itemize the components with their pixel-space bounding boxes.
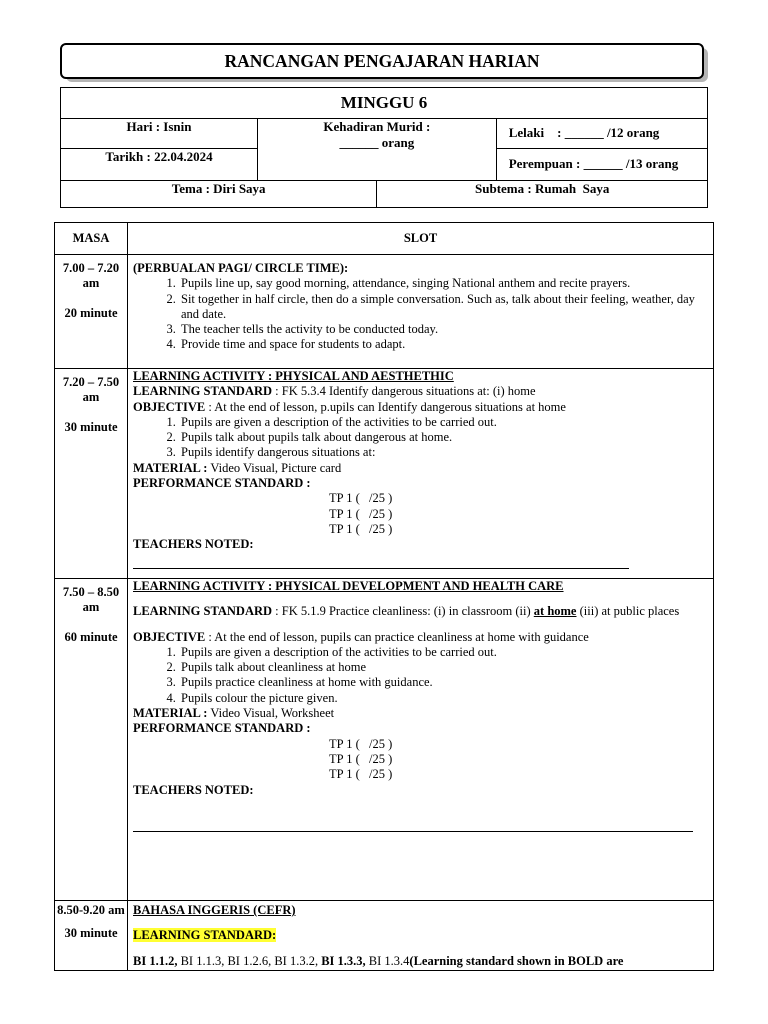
slot3-time: 7.50 – 8.50 am — [62, 585, 120, 615]
list-item: 3. Pupils practice cleanliness at home with guidance. — [179, 675, 708, 690]
tp-label: TP 1 ( — [329, 751, 360, 766]
list-item: 2. Pupils talk about pupils talk about dangerous at home. — [179, 430, 708, 445]
material-text: Video Visual, Picture card — [207, 460, 342, 475]
slot1-list — [133, 276, 708, 352]
slot2-time: 7.20 – 7.50 am — [62, 375, 120, 405]
bi-note: (Learning standard shown in BOLD are — [409, 953, 624, 968]
slot2-duration: 30 minute — [64, 419, 118, 434]
slot4-time: 8.50-9.20 am — [57, 903, 125, 917]
slot2-standard — [133, 384, 708, 399]
slot2-objective — [133, 400, 708, 415]
col-masa-header: MASA — [55, 223, 128, 255]
standard-text: : FK 5.1.9 Practice cleanliness: (i) in classroom (ii) — [272, 604, 534, 619]
standard-label: LEARNING STANDARD — [133, 604, 273, 619]
list-item: 3. The teacher tells the activity to be conducted today. — [179, 322, 708, 337]
date-cell — [61, 149, 258, 181]
day-cell — [61, 119, 258, 149]
date-label: Tarikh : 22.04.2024 — [105, 149, 213, 164]
attendance-label: Kehadiran Murid : — [323, 119, 431, 134]
list-item: 3. Pupils identify dangerous situations at: — [179, 445, 708, 460]
bi-code: BI 1.3.3, — [321, 953, 366, 968]
tp-label: TP 1 ( — [329, 506, 360, 521]
tp-row — [133, 767, 708, 782]
slot3-activity: LEARNING ACTIVITY : PHYSICAL DEVELOPMENT AND HEALTH CARE — [133, 579, 564, 593]
material-label: MATERIAL : — [133, 460, 208, 475]
objective-text: : At the end of lesson, pupils can practice cleanliness at home with guidance — [205, 629, 589, 644]
theme-cell — [61, 181, 377, 208]
slot2-teachers-noted: TEACHERS NOTED: — [133, 537, 254, 552]
slot4-duration: 30 minute — [64, 926, 118, 941]
tp-row — [133, 737, 708, 752]
col-slot-header: SLOT — [128, 223, 714, 255]
slot3-list — [133, 645, 708, 706]
notes-line — [133, 553, 629, 569]
objective-text: : At the end of lesson, p.upils can Identify dangerous situations at home — [205, 399, 566, 414]
slot4-subject: BAHASA INGGERIS (CEFR) — [133, 903, 296, 917]
slot4-time-cell — [55, 901, 128, 971]
slot1-time-cell — [55, 255, 128, 369]
list-item: 4. Pupils colour the picture given. — [179, 691, 708, 706]
material-label: MATERIAL : — [133, 706, 208, 721]
slot4-standards — [133, 954, 708, 969]
tp-score: /25 ) — [369, 491, 393, 506]
tp-label: TP 1 ( — [329, 521, 360, 536]
material-text: Video Visual, Worksheet — [207, 706, 335, 721]
subtheme-cell — [377, 181, 708, 208]
tp-label: TP 1 ( — [329, 736, 360, 751]
objective-label: OBJECTIVE — [133, 629, 206, 644]
subtheme-label: Subtema : Rumah Saya — [475, 181, 610, 196]
slot3-time-cell — [55, 579, 128, 901]
male-count: Lelaki : ______ /12 orang — [508, 125, 660, 140]
standard-text: : FK 5.3.4 Identify dangerous situations at: (i) home — [272, 384, 536, 399]
slot4-content — [128, 901, 714, 971]
table-row — [55, 901, 714, 971]
slot3-teachers-noted: TEACHERS NOTED: — [133, 782, 254, 797]
slot4-standard-label: LEARNING STANDARD: — [133, 928, 277, 943]
slot2-time-cell — [55, 369, 128, 579]
list-item: 1. Pupils are given a description of the activities to be carried out. — [179, 645, 708, 660]
bi-code: BI 1.1.3, BI 1.2.6, BI 1.3.2, — [177, 953, 322, 968]
tp-score: /25 ) — [369, 521, 393, 536]
slot1-heading: (PERBUALAN PAGI/ CIRCLE TIME): — [133, 261, 349, 275]
notes-line — [133, 816, 693, 832]
tp-row — [133, 507, 708, 522]
tp-score: /25 ) — [369, 506, 393, 521]
tp-row — [133, 522, 708, 537]
page-title: RANCANGAN PENGAJARAN HARIAN — [60, 43, 704, 79]
slot3-material — [133, 706, 708, 721]
bi-code: BI 1.3.4 — [365, 953, 410, 968]
slot2-material — [133, 461, 708, 476]
tp-label: TP 1 ( — [329, 491, 360, 506]
week-label: MINGGU 6 — [61, 88, 708, 119]
list-item: 1. Pupils are given a description of the activities to be carried out. — [179, 415, 708, 430]
slot1-content — [128, 255, 714, 369]
tp-label: TP 1 ( — [329, 767, 360, 782]
objective-label: OBJECTIVE — [133, 399, 206, 414]
slot2-content — [128, 369, 714, 579]
tp-score: /25 ) — [369, 767, 393, 782]
slot2-performance-label: PERFORMANCE STANDARD : — [133, 476, 311, 491]
day-label: Hari : Isnin — [126, 119, 192, 134]
female-count: Perempuan : ______ /13 orang — [508, 156, 679, 171]
table-row — [55, 579, 714, 901]
slot3-performance-label: PERFORMANCE STANDARD : — [133, 721, 311, 736]
theme-label: Tema : Diri Saya — [171, 181, 266, 196]
schedule-table — [54, 222, 714, 971]
attendance-cell — [258, 119, 497, 181]
slot2-list — [133, 415, 708, 461]
header-table — [60, 87, 708, 208]
slot3-standard — [133, 604, 708, 619]
standard-text-end: (iii) at public places — [576, 604, 680, 619]
slot1-time: 7.00 – 7.20 am — [62, 261, 120, 291]
attendance-count: ______ orang — [339, 135, 415, 150]
tp-score: /25 ) — [369, 751, 393, 766]
standard-label: LEARNING STANDARD — [133, 384, 273, 399]
standard-highlight: at home — [533, 604, 577, 619]
list-item: 4. Provide time and space for students to adapt. — [179, 337, 708, 352]
slot1-duration: 20 minute — [64, 305, 118, 320]
slot3-objective — [133, 630, 708, 645]
slot3-duration: 60 minute — [64, 629, 118, 644]
bi-code: BI 1.1.2, — [133, 953, 178, 968]
tp-score: /25 ) — [369, 736, 393, 751]
slot3-content — [128, 579, 714, 901]
list-item: 2. Sit together in half circle, then do a simple conversation. Such as, talk about their feeling, weather, day and date. — [179, 292, 708, 323]
table-row — [55, 255, 714, 369]
male-cell — [496, 119, 707, 149]
tp-row — [133, 491, 708, 506]
list-item: 1. Pupils line up, say good morning, attendance, singing National anthem and recite prayers. — [179, 276, 708, 291]
female-cell — [496, 149, 707, 181]
tp-row — [133, 752, 708, 767]
slot2-activity: LEARNING ACTIVITY : PHYSICAL AND AESTHETHIC — [133, 369, 454, 383]
list-item: 2. Pupils talk about cleanliness at home — [179, 660, 708, 675]
table-row — [55, 369, 714, 579]
